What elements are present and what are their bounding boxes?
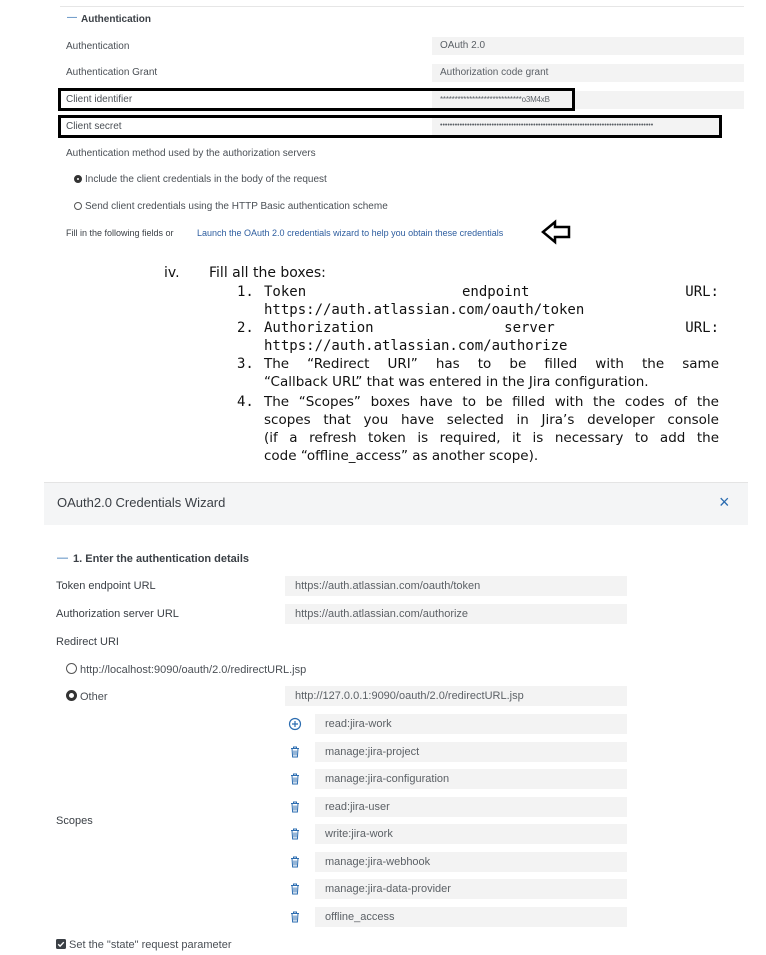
client-secret-highlight — [58, 115, 722, 138]
item-text: Authorization server URL: — [264, 320, 719, 336]
redirect-uri-label: Redirect URI — [56, 636, 119, 648]
trash-icon[interactable] — [288, 800, 302, 814]
item-text: code “offline_access” as another scope). — [264, 448, 539, 464]
scope-input[interactable]: read:jira-work — [315, 714, 627, 734]
instructions-heading: Fill all the boxes: — [209, 265, 326, 281]
wizard-section-title: 1. Enter the authentication details — [73, 553, 250, 565]
roman-numeral: iv. — [164, 265, 180, 281]
radio-other[interactable] — [66, 690, 108, 703]
token-endpoint-label: Token endpoint URL — [56, 580, 156, 592]
client-identifier-label: Client identifier — [66, 94, 133, 105]
authentication-value[interactable]: OAuth 2.0 — [432, 37, 744, 55]
token-endpoint-input[interactable]: https://auth.atlassian.com/oauth/token — [285, 576, 627, 596]
scope-input[interactable]: write:jira-work — [315, 824, 627, 844]
authorization-server-input[interactable]: https://auth.atlassian.com/authorize — [285, 604, 627, 624]
scope-input[interactable]: manage:jira-configuration — [315, 769, 627, 789]
add-circle-icon[interactable] — [288, 717, 302, 731]
item-number: 2. — [237, 320, 254, 336]
state-parameter-label: Set the "state" request parameter — [69, 939, 232, 951]
trash-icon[interactable] — [288, 882, 302, 896]
item-text: (if a refresh token is required, it is necessary to add the — [264, 430, 719, 446]
client-secret-label: Client secret — [66, 121, 122, 132]
redirect-uri-input[interactable]: http://127.0.0.1:9090/oauth/2.0/redirectURL.jsp — [285, 686, 627, 706]
wizard-link[interactable]: Launch the OAuth 2.0 credentials wizard to help you obtain these credentials — [197, 228, 504, 238]
radio-basic-auth-label: Send client credentials using the HTTP Basic authentication scheme — [85, 201, 388, 212]
scope-input[interactable]: read:jira-user — [315, 797, 627, 817]
section-title: Authentication — [81, 14, 151, 25]
radio-unselected-icon[interactable] — [74, 202, 82, 210]
radio-selected-icon[interactable] — [66, 690, 77, 701]
radio-basic-auth[interactable] — [74, 201, 388, 212]
radio-localhost[interactable] — [66, 663, 306, 676]
scope-input[interactable]: manage:jira-project — [315, 742, 627, 762]
close-icon[interactable]: × — [719, 492, 730, 512]
trash-icon[interactable] — [288, 855, 302, 869]
item-text: The “Scopes” boxes have to be filled with the codes of the — [264, 394, 719, 410]
item-text: “Callback URL” that was entered in the Jira configuration. — [264, 374, 649, 390]
authorization-server-label: Authorization server URL — [56, 608, 179, 620]
client-identifier-highlight — [58, 88, 575, 111]
trash-icon[interactable] — [288, 827, 302, 841]
scope-input[interactable]: manage:jira-webhook — [315, 852, 627, 872]
radio-localhost-label: http://localhost:9090/oauth/2.0/redirectURL.jsp — [80, 664, 307, 676]
top-divider — [60, 6, 744, 7]
checkbox-checked-icon[interactable] — [56, 939, 66, 949]
item-text: https://auth.atlassian.com/authorize — [264, 338, 568, 354]
radio-body-credentials-label: Include the client credentials in the body of the request — [85, 174, 327, 185]
item-number: 3. — [237, 356, 254, 372]
fill-fields-text: Fill in the following fields or — [66, 228, 174, 238]
item-number: 1. — [237, 284, 254, 300]
authentication-label: Authentication — [66, 41, 130, 52]
wizard-title: OAuth2.0 Credentials Wizard — [57, 495, 226, 510]
arrow-left-icon — [540, 219, 572, 245]
item-number: 4. — [237, 394, 254, 410]
radio-selected-icon[interactable] — [74, 175, 82, 183]
radio-other-label: Other — [80, 691, 108, 703]
trash-icon[interactable] — [288, 745, 302, 759]
item-text: scopes that you have selected in Jira’s developer console — [264, 412, 719, 428]
radio-unselected-icon[interactable] — [66, 663, 77, 674]
authentication-grant-value[interactable]: Authorization code grant — [432, 64, 744, 82]
collapse-icon[interactable]: — — [67, 12, 77, 23]
item-text: The “Redirect URI” has to be filled with the same — [264, 356, 719, 372]
item-text: Token endpoint URL: — [264, 284, 719, 300]
scopes-label: Scopes — [56, 815, 93, 827]
client-identifier-field[interactable]: ****************************o3M4xB — [432, 91, 744, 109]
item-text: https://auth.atlassian.com/oauth/token — [264, 302, 585, 318]
trash-icon[interactable] — [288, 910, 302, 924]
collapse-icon[interactable]: — — [57, 552, 68, 564]
radio-body-credentials[interactable] — [74, 174, 327, 185]
authentication-grant-label: Authentication Grant — [66, 67, 158, 78]
auth-method-label: Authentication method used by the authorization servers — [66, 148, 316, 159]
scope-input[interactable]: manage:jira-data-provider — [315, 879, 627, 899]
trash-icon[interactable] — [288, 772, 302, 786]
scope-input[interactable]: offline_access — [315, 907, 627, 927]
state-parameter-checkbox[interactable] — [56, 939, 232, 951]
client-secret-field[interactable]: ••••••••••••••••••••••••••••••••••••••••••••••••••••••••••••••••••••••••••••••••••••••• — [432, 117, 720, 135]
